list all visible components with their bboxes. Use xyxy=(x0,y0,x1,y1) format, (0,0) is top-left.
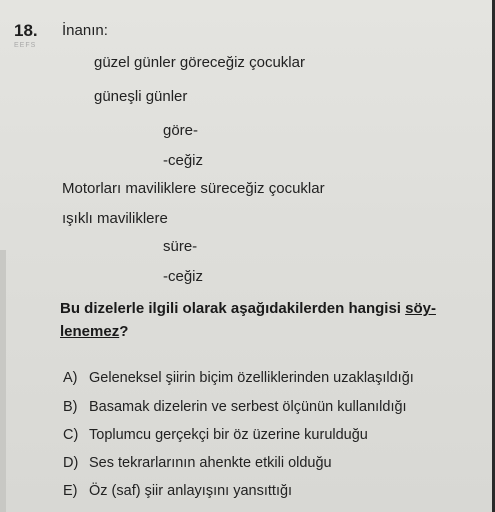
prompt-text: Bu dizelerle ilgili olarak aşağıdakilerden hangisi xyxy=(60,300,406,317)
poem-line: -ceğiz xyxy=(163,152,204,169)
poem-line: güzel günler göreceğiz çocuklar xyxy=(94,54,305,71)
poem-line: Motorları maviliklere süreceğiz çocuklar xyxy=(62,180,325,197)
option-b[interactable] xyxy=(63,399,407,415)
option-text: Öz (saf) şiir anlayışını yansıttığı xyxy=(89,483,293,499)
page-edge xyxy=(0,250,6,512)
option-e[interactable] xyxy=(63,483,292,499)
option-a[interactable] xyxy=(63,370,414,386)
option-letter: B) xyxy=(63,399,78,415)
option-text: Ses tekrarlarının ahenkte etkili olduğu xyxy=(89,455,332,471)
poem-line: süre- xyxy=(163,238,198,255)
prompt-negation-part2: lenemez xyxy=(60,323,120,340)
option-letter: D) xyxy=(63,455,79,471)
poem-line: güneşli günler xyxy=(94,88,188,105)
question-number: 18. xyxy=(14,21,38,40)
poem-line: -ceğiz xyxy=(163,268,204,285)
option-text: Geleneksel şiirin biçim özelliklerinden uzaklaşıldığı xyxy=(89,370,414,386)
poem-line: ışıklı maviliklere xyxy=(62,210,168,227)
option-text: Toplumcu gerçekçi bir öz üzerine kurulduğu xyxy=(89,427,368,443)
question-prompt xyxy=(60,297,490,343)
prompt-end: ? xyxy=(119,323,129,340)
option-letter: C) xyxy=(63,427,79,443)
option-c[interactable] xyxy=(63,427,368,443)
margin-mark: EEFS xyxy=(14,42,37,49)
option-letter: A) xyxy=(63,370,78,386)
prompt-negation-part1: söy- xyxy=(405,300,436,317)
option-d[interactable] xyxy=(63,455,332,471)
poem-line: göre- xyxy=(163,122,199,139)
option-text: Basamak dizelerin ve serbest ölçünün kullanıldığı xyxy=(89,399,407,415)
question-stem: İnanın: xyxy=(62,22,108,39)
option-letter: E) xyxy=(63,483,78,499)
